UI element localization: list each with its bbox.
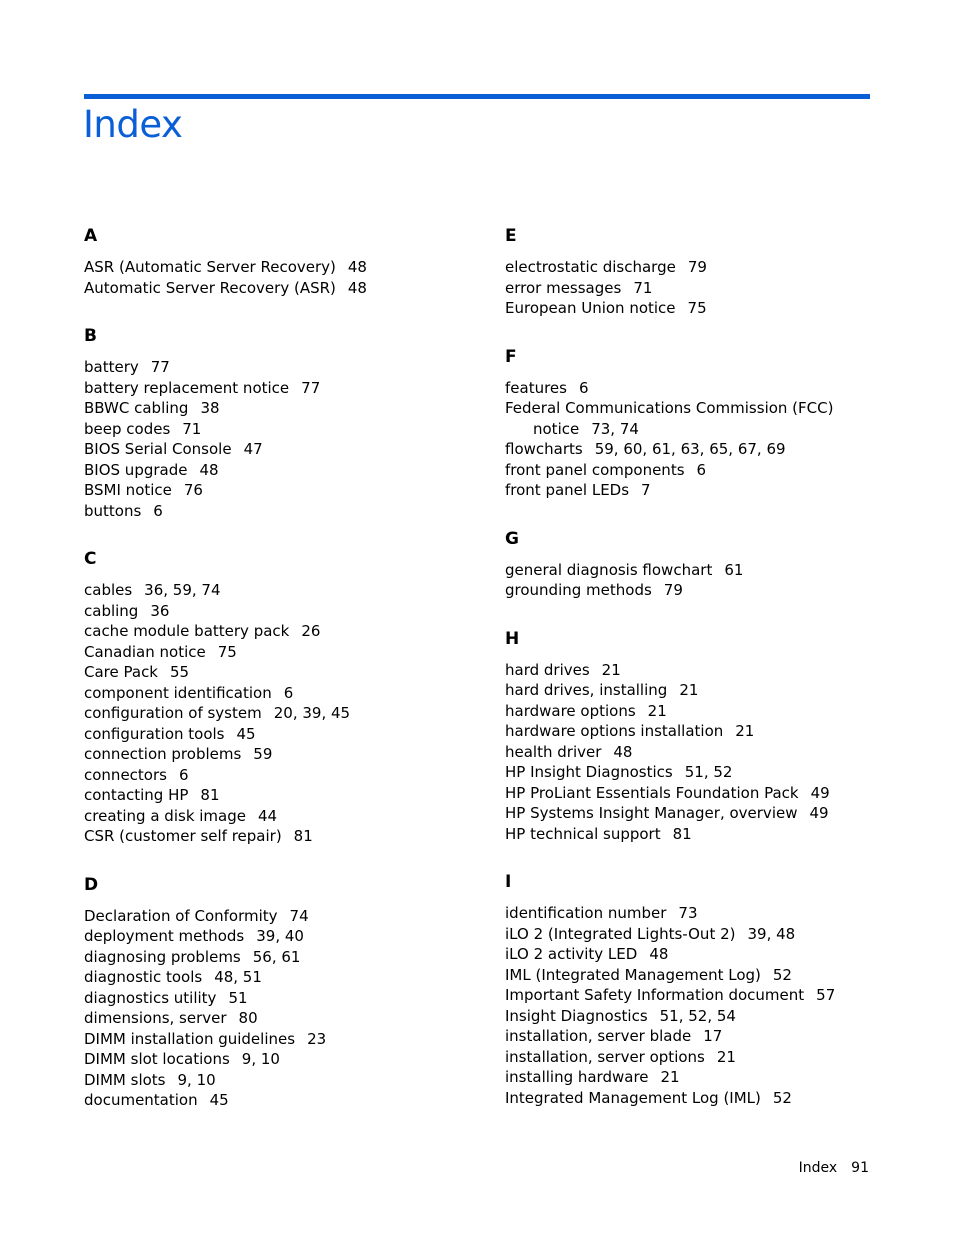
index-entry <box>505 1006 905 1027</box>
entry-page-ref[interactable]: 74 <box>289 906 309 925</box>
entry-term: DIMM slots <box>84 1070 166 1089</box>
entry-term: Important Safety Information document <box>505 986 805 1004</box>
entry-term: dimensions, server <box>84 1009 227 1027</box>
entry-term: DIMM slot locations <box>84 1050 230 1068</box>
entry-term: cables <box>84 581 133 599</box>
index-section-d <box>84 871 484 1111</box>
entry-continuation: notice <box>533 419 580 438</box>
entry-term: battery <box>84 358 139 376</box>
entry-page-ref[interactable]: 51, 52 <box>684 763 733 781</box>
entry-page-ref[interactable]: 21 <box>735 722 755 740</box>
entry-term: buttons <box>84 501 142 520</box>
index-entry <box>505 680 905 701</box>
entry-page-ref[interactable]: 21 <box>716 1047 736 1066</box>
index-entry <box>84 419 484 440</box>
entry-term: Federal Communications Commission (FCC) <box>505 399 834 417</box>
index-entry <box>84 480 484 501</box>
entry-term: IML (Integrated Management Log) <box>505 965 761 984</box>
entry-term: identification number <box>505 904 667 922</box>
index-entry <box>505 560 905 581</box>
index-entry <box>84 398 484 419</box>
entry-page-ref[interactable]: 76 <box>183 481 203 499</box>
entry-term: connection problems <box>84 745 242 763</box>
index-entry <box>505 439 905 460</box>
index-entry <box>505 742 905 763</box>
entry-term: general diagnosis flowchart <box>505 560 713 579</box>
index-entry <box>84 378 484 399</box>
entry-page-ref[interactable]: 6 <box>178 765 189 784</box>
entry-term: European Union notice <box>505 299 676 317</box>
entry-page-ref[interactable]: 75 <box>687 299 707 317</box>
entry-term: flowcharts <box>505 440 583 458</box>
entry-term: installing hardware <box>505 1068 649 1086</box>
entry-page-ref[interactable]: 81 <box>293 827 313 845</box>
entry-page-ref[interactable]: 48 <box>199 460 219 479</box>
entry-term: beep codes <box>84 419 171 438</box>
index-entry <box>505 903 905 924</box>
index-entry <box>84 806 484 827</box>
entry-page-ref[interactable]: 9, 10 <box>241 1050 280 1068</box>
entry-page-ref[interactable]: 79 <box>663 581 683 599</box>
index-entry <box>505 1026 905 1047</box>
entry-term: Integrated Management Log (IML) <box>505 1088 761 1107</box>
entry-page-ref[interactable]: 81 <box>200 786 220 804</box>
index-entry <box>505 460 905 481</box>
entry-page-ref[interactable]: 48, 51 <box>214 968 262 986</box>
index-entry <box>84 642 484 663</box>
entry-page-ref[interactable]: 59, 60, 61, 63, 65, 67, 69 <box>594 440 786 458</box>
section-letter: E <box>505 226 517 246</box>
index-entry <box>505 278 905 299</box>
index-entry <box>84 601 484 622</box>
title-rule <box>84 94 870 99</box>
entry-term: installation, server options <box>505 1047 705 1066</box>
entry-page-ref[interactable]: 80 <box>238 1009 258 1027</box>
entry-term: front panel components <box>505 460 685 479</box>
entry-page-ref[interactable]: 45 <box>209 1091 229 1109</box>
entry-page-ref[interactable]: 73, 74 <box>591 419 639 438</box>
entry-page-ref[interactable]: 21 <box>660 1068 680 1086</box>
entry-term: HP technical support <box>505 824 661 843</box>
index-section-f <box>505 343 905 501</box>
entry-page-ref[interactable]: 52 <box>772 965 792 984</box>
index-entry <box>505 298 905 319</box>
entry-term: installation, server blade <box>505 1027 692 1045</box>
entry-page-ref[interactable]: 49 <box>810 783 830 802</box>
entry-page-ref[interactable]: 39, 40 <box>256 927 304 945</box>
entry-term: battery replacement notice <box>84 378 290 397</box>
entry-term: component identification <box>84 683 272 702</box>
index-entry <box>505 398 905 439</box>
entry-page-ref[interactable]: 81 <box>672 824 692 843</box>
entry-term: diagnosing problems <box>84 947 241 966</box>
entry-page-ref[interactable]: 48 <box>613 742 633 761</box>
footer-label: Index <box>798 1160 838 1176</box>
entry-term: error messages <box>505 278 622 297</box>
entry-term: BBWC cabling <box>84 399 189 417</box>
entry-page-ref[interactable]: 49 <box>809 804 829 822</box>
entry-page-ref[interactable]: 71 <box>182 419 202 438</box>
entry-term: deployment methods <box>84 927 245 945</box>
entry-page-ref[interactable]: 48 <box>347 278 367 297</box>
index-entry <box>84 967 484 988</box>
index-entry <box>84 683 484 704</box>
index-section-c <box>84 545 484 847</box>
section-letter: A <box>84 226 98 246</box>
index-column-right <box>505 222 905 1132</box>
entry-page-ref[interactable]: 6 <box>283 683 294 702</box>
entry-page-ref[interactable]: 52 <box>772 1088 792 1107</box>
entry-term: front panel LEDs <box>505 481 630 499</box>
entry-page-ref[interactable]: 38 <box>200 399 220 417</box>
entry-page-ref[interactable]: 73 <box>678 904 698 922</box>
entry-page-ref[interactable]: 36, 59, 74 <box>144 581 221 599</box>
index-section-e <box>505 222 905 319</box>
entry-page-ref[interactable]: 48 <box>649 945 669 963</box>
entry-term: hardware options installation <box>505 722 724 740</box>
page-footer <box>799 1158 869 1178</box>
index-entry <box>84 947 484 968</box>
page-title: Index <box>83 103 183 146</box>
index-entry <box>505 965 905 986</box>
index-entry <box>84 621 484 642</box>
index-entry <box>84 765 484 786</box>
entry-term: electrostatic discharge <box>505 258 676 276</box>
entry-page-ref[interactable]: 61 <box>724 560 744 579</box>
index-entry <box>505 378 905 399</box>
entry-term: hard drives, installing <box>505 681 668 699</box>
index-entry <box>84 906 484 927</box>
entry-term: HP Insight Diagnostics <box>505 763 673 781</box>
index-entry <box>84 744 484 765</box>
index-column-left <box>84 222 484 1135</box>
entry-page-ref[interactable]: 51 <box>228 988 248 1007</box>
entry-term: grounding methods <box>505 581 652 599</box>
entry-term: Canadian notice <box>84 642 206 661</box>
index-entry <box>505 660 905 681</box>
index-section-b <box>84 322 484 521</box>
entry-page-ref[interactable]: 21 <box>647 701 667 720</box>
section-letter: B <box>84 326 97 346</box>
entry-page-ref[interactable]: 48 <box>347 258 367 276</box>
index-entry <box>84 785 484 806</box>
index-entry <box>84 1029 484 1050</box>
entry-term: BSMI notice <box>84 481 172 499</box>
entry-term: features <box>505 378 567 397</box>
index-entry <box>505 721 905 742</box>
entry-page-ref[interactable]: 75 <box>217 642 237 661</box>
index-entry <box>505 944 905 965</box>
entry-term: cache module battery pack <box>84 622 290 640</box>
index-entry <box>505 924 905 945</box>
entry-page-ref[interactable]: 36 <box>150 601 170 620</box>
entry-term: BIOS Serial Console <box>84 440 232 458</box>
index-entry <box>505 480 905 501</box>
entry-term: HP ProLiant Essentials Foundation Pack <box>505 783 799 802</box>
index-section-a <box>84 222 484 298</box>
entry-term: configuration tools <box>84 724 225 743</box>
index-entry <box>84 662 484 683</box>
entry-term: HP Systems Insight Manager, overview <box>505 804 798 822</box>
section-letter: D <box>84 874 99 895</box>
index-entry <box>505 1088 905 1109</box>
section-letter: F <box>505 346 517 367</box>
entry-page-ref[interactable]: 47 <box>243 440 263 458</box>
entry-term: configuration of system <box>84 704 262 722</box>
index-entry <box>84 357 484 378</box>
section-letter: G <box>505 528 519 549</box>
index-entry <box>84 1008 484 1029</box>
entry-page-ref[interactable]: 59 <box>253 745 273 763</box>
entry-term: contacting HP <box>84 786 189 804</box>
index-section-h <box>505 625 905 845</box>
index-entry <box>505 1047 905 1068</box>
entry-page-ref[interactable]: 57 <box>816 986 836 1004</box>
footer-page-number: 91 <box>851 1160 869 1176</box>
entry-page-ref[interactable]: 17 <box>703 1027 723 1045</box>
entry-page-ref[interactable]: 9, 10 <box>177 1070 216 1089</box>
index-entry <box>505 985 905 1006</box>
entry-page-ref[interactable]: 6 <box>578 378 589 397</box>
entry-page-ref[interactable]: 7 <box>641 481 651 499</box>
entry-term: Automatic Server Recovery (ASR) <box>84 278 336 297</box>
index-entry <box>84 1070 484 1091</box>
entry-page-ref[interactable]: 55 <box>170 663 190 681</box>
entry-page-ref[interactable]: 71 <box>633 278 653 297</box>
section-letter: H <box>505 628 520 649</box>
entry-term: health driver <box>505 742 602 761</box>
entry-term: ASR (Automatic Server Recovery) <box>84 258 336 276</box>
entry-page-ref[interactable]: 21 <box>601 660 621 679</box>
index-entry <box>505 257 905 278</box>
entry-page-ref[interactable]: 20, 39, 45 <box>273 704 351 722</box>
entry-page-ref[interactable]: 51, 52, 54 <box>659 1006 736 1025</box>
entry-page-ref[interactable]: 77 <box>150 358 170 376</box>
entry-page-ref[interactable]: 23 <box>307 1029 327 1048</box>
entry-continuation-line <box>505 419 905 440</box>
entry-page-ref[interactable]: 77 <box>301 378 321 397</box>
index-entry <box>84 278 484 299</box>
index-entry <box>84 1090 484 1111</box>
entry-term: diagnostic tools <box>84 968 203 986</box>
index-entry <box>84 439 484 460</box>
entry-term: iLO 2 activity LED <box>505 945 638 963</box>
entry-page-ref[interactable]: 6 <box>153 501 163 520</box>
entry-term: hardware options <box>505 701 636 720</box>
entry-term: Care Pack <box>84 663 158 681</box>
entry-page-ref[interactable]: 56, 61 <box>252 947 301 966</box>
entry-term: CSR (customer self repair) <box>84 827 282 845</box>
index-entry <box>505 701 905 722</box>
entry-term: cabling <box>84 601 139 620</box>
entry-page-ref[interactable]: 39, 48 <box>747 924 796 943</box>
entry-term: hard drives <box>505 660 590 679</box>
index-entry <box>505 762 905 783</box>
index-entry <box>84 501 484 522</box>
index-entry <box>84 724 484 745</box>
index-entry <box>84 257 484 278</box>
entry-term: documentation <box>84 1091 198 1109</box>
entry-term: connectors <box>84 765 167 784</box>
index-entry <box>505 580 905 601</box>
entry-term: BIOS upgrade <box>84 460 188 479</box>
entry-term: iLO 2 (Integrated Lights-Out 2) <box>505 924 736 943</box>
index-entry <box>84 580 484 601</box>
entry-term: Declaration of Conformity <box>84 906 278 925</box>
section-letter: I <box>505 872 512 892</box>
index-section-i <box>505 868 905 1108</box>
entry-page-ref[interactable]: 21 <box>679 681 699 699</box>
section-letter: C <box>84 549 97 569</box>
entry-term: diagnostics utility <box>84 988 217 1007</box>
index-entry <box>84 703 484 724</box>
index-entry <box>84 1049 484 1070</box>
entry-term: Insight Diagnostics <box>505 1006 648 1025</box>
entry-page-ref[interactable]: 45 <box>236 724 256 743</box>
index-entry <box>505 803 905 824</box>
index-entry <box>84 926 484 947</box>
index-entry <box>84 826 484 847</box>
index-entry <box>84 988 484 1009</box>
index-entry <box>505 1067 905 1088</box>
index-entry <box>505 783 905 804</box>
entry-page-ref[interactable]: 6 <box>696 460 707 479</box>
entry-term: creating a disk image <box>84 806 246 825</box>
index-section-g <box>505 525 905 601</box>
index-entry <box>505 824 905 845</box>
entry-page-ref[interactable]: 26 <box>301 622 321 640</box>
entry-term: DIMM installation guidelines <box>84 1029 296 1048</box>
index-entry <box>84 460 484 481</box>
entry-page-ref[interactable]: 44 <box>258 806 278 825</box>
entry-page-ref[interactable]: 79 <box>687 258 707 276</box>
